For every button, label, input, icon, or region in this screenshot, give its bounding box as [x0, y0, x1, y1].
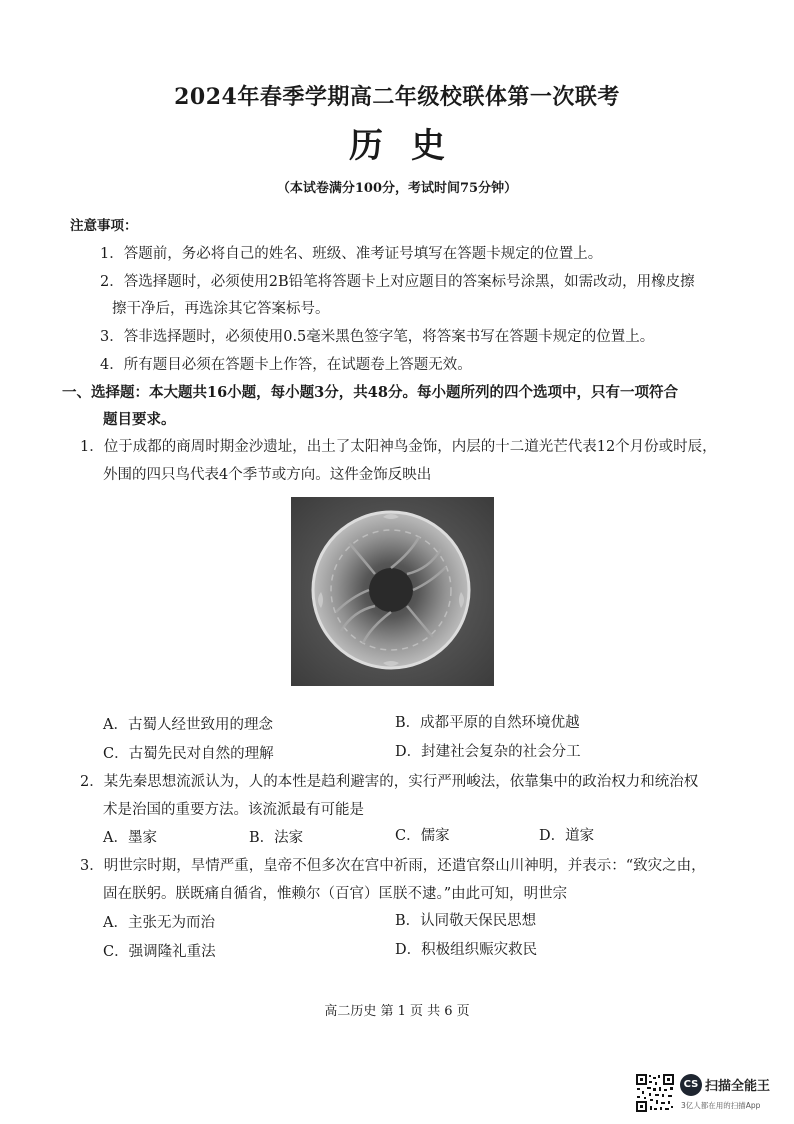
exam-title: 2024年春季学期高二年级校联体第一次联考: [174, 84, 620, 110]
notice-heading: 注意事项：: [70, 218, 138, 234]
option: C．古蜀先民对自然的理解: [103, 746, 274, 762]
option: C．儒家: [395, 828, 450, 844]
option: D．积极组织赈灾救民: [395, 942, 538, 958]
notice-item: 擦干净后，再选涂其它答案标号。: [112, 301, 330, 317]
notice-item: 1．答题前，务必将自己的姓名、班级、准考证号填写在答题卡规定的位置上。: [100, 246, 603, 262]
camscanner-tagline: 3亿人都在用的扫描App: [681, 1101, 761, 1110]
camscanner-name: 扫描全能王: [705, 1079, 771, 1094]
subject-title: 历史: [349, 126, 473, 166]
question-stem: 术是治国的重要方法。该流派最有可能是: [103, 802, 364, 818]
section-heading-cont: 题目要求。: [103, 411, 176, 428]
sun-bird-gold-ornament-image: [291, 497, 494, 686]
question-stem: 固在朕躬。朕既痛自循省，惟赖尔（百官）匡朕不逮。”由此可知，明世宗: [103, 886, 568, 902]
option: D．道家: [539, 828, 595, 844]
option: A．主张无为而治: [103, 915, 215, 931]
question-stem: 1．位于成都的商周时期金沙遗址，出土了太阳神鸟金饰，内层的十二道光芒代表12个月份或时辰，: [80, 439, 717, 455]
option: A．古蜀人经世致用的理念: [103, 717, 273, 733]
option: D．封建社会复杂的社会分工: [395, 744, 581, 760]
option: B．认同敬天保民思想: [395, 913, 537, 929]
option: C．强调隆礼重法: [103, 944, 216, 960]
notice-item: 4．所有题目必须在答题卡上作答，在试题卷上答题无效。: [100, 357, 472, 373]
camscanner-logo: CS: [680, 1074, 702, 1096]
option: A．墨家: [103, 830, 157, 846]
notice-item: 3．答非选择题时，必须使用0.5毫米黑色签字笔，将答案书写在答题卡规定的位置上。: [100, 329, 655, 345]
option: B．法家: [249, 830, 304, 846]
qr-code-icon: [635, 1073, 675, 1113]
page-footer: 高二历史 第 1 页 共 6 页: [324, 1004, 470, 1019]
question-stem: 3．明世宗时期，旱情严重，皇帝不但多次在宫中祈雨，还遣官祭山川神明，并表示：“致灾之由，: [80, 858, 706, 874]
option: B．成都平原的自然环境优越: [395, 715, 580, 731]
question-stem: 2．某先秦思想流派认为，人的本性是趋利避害的，实行严刑峻法，依靠集中的政治权力和统治权: [80, 774, 699, 790]
section-heading: 一、选择题：本大题共16小题，每小题3分，共48分。每小题所列的四个选项中，只有一项符合: [62, 384, 678, 401]
question-stem: 外围的四只鸟代表4个季节或方向。这件金饰反映出: [103, 467, 432, 483]
exam-info: （本试卷满分100分，考试时间75分钟）: [276, 181, 518, 196]
notice-item: 2．答选择题时，必须使用2B铅笔将答题卡上对应题目的答案标号涂黑，如需改动，用橡皮擦: [100, 274, 695, 290]
